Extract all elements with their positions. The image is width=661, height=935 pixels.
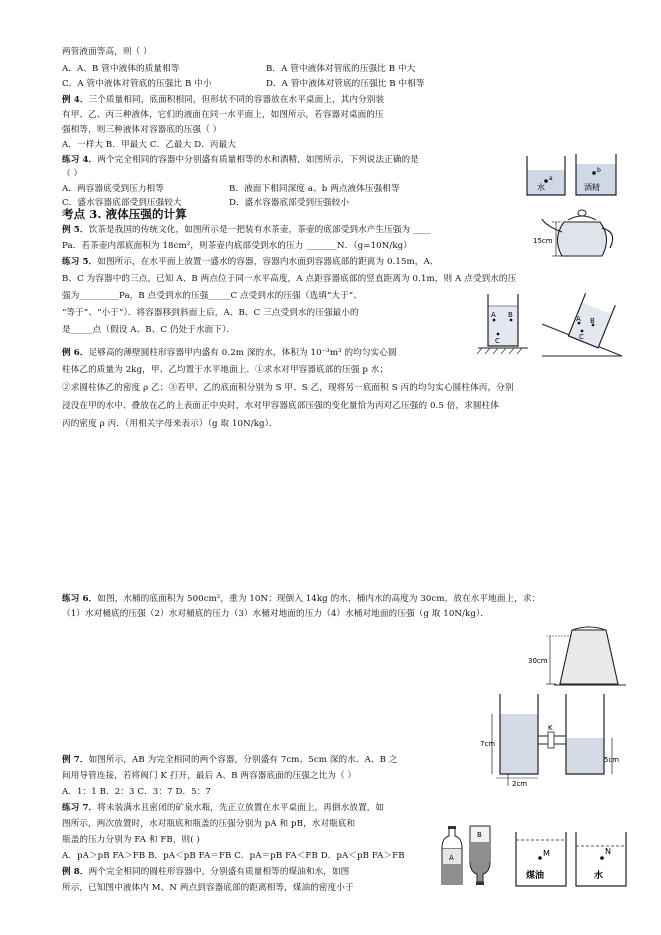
ex8-line-2: 所示，已知图中液体内 M、N 两点到容器底部的距离相等，煤油的密度小于 bbox=[62, 883, 354, 893]
bucket-figure bbox=[526, 622, 630, 692]
intro-option-c: C．A 管中液体对管底的压强比 B 中小 bbox=[62, 79, 212, 89]
pr5-line-3: 强为_________Pa，B 点受到水的压强_____C 点受到水的压强（选填“大于”、 bbox=[62, 291, 362, 301]
pr5-label: 练习 5． bbox=[62, 257, 98, 267]
ex4-options: A．一样大 B．甲最大 C．乙最大 D．丙最大 bbox=[62, 140, 236, 150]
pr6-line-1 bbox=[62, 593, 540, 605]
height-7cm-label: 7cm bbox=[480, 740, 496, 748]
pr5-line-1 bbox=[62, 256, 438, 268]
bottle-a-label: A bbox=[449, 854, 454, 862]
ex6-text-1: 足够高的薄壁圆柱形容器甲内盛有 0.2m 深的水，体积为 10⁻³m³ 的均匀实心圆 bbox=[88, 348, 397, 358]
water-alcohol-figure bbox=[524, 150, 622, 198]
ex7-options: A．1：1 B．2：3 C．3：7 D．5：7 bbox=[62, 787, 211, 797]
oil-water-figure bbox=[512, 828, 632, 890]
fig-water-label: 水 bbox=[537, 183, 545, 192]
pr5-text-1: 如图所示，在水平面上放置一盛水的容器，容器内水面到容器底部的距离为 0.15m，A、 bbox=[97, 257, 439, 267]
fig-point-a: a bbox=[549, 175, 553, 182]
ex7-text-1: 如图所示，AB 为完全相同的两个容器，分别盛有 7cm、5cm 深的水．A、B 之 bbox=[88, 755, 398, 765]
ex5-line-1 bbox=[62, 224, 431, 236]
ex4-text-1: 三个质量相同，底面积相同，但形状不同的容器放在水平桌面上，其内分别装 bbox=[88, 95, 385, 105]
intro-option-b: B．A 管中液体对管底的压强比 B 中大 bbox=[266, 64, 416, 74]
pr7-line-2: 图所示，两次放置时，水对瓶底和瓶盖的压强分别为 pA 和 pB，水对瓶底和 bbox=[62, 819, 356, 829]
pr7-text-1: 将未装满水且密闭的矿泉水瓶，先正立放置在水平桌面上，再倒水放置，如 bbox=[97, 803, 385, 813]
ex7-line-2: 间用导管连接，若将阀门 K 打开，最后 A、B 两容器底面的压强之比为（ ） bbox=[62, 771, 357, 781]
ex6-line-3: ②求圆柱体乙的密度 ρ 乙；③若甲、乙的底面积分别为 S 甲、S 乙，现将另一底面积 S 丙的均匀实心圆柱体丙，分别 bbox=[62, 383, 514, 393]
ex6-line-1 bbox=[62, 347, 397, 359]
ex6-line-4: 浸没在甲的水中、叠放在乙的上表面正中央时，水对甲容器底部压强的变化量恰为丙对乙压强的 0.5 倍，求圆柱体 bbox=[62, 401, 499, 411]
pr4-option-d: D．盛水容器底部受到压强较小 bbox=[229, 198, 350, 208]
ex6-line-5: 丙的密度 ρ 丙．（用相关字母来表示）（g 取 10N/kg）． bbox=[62, 419, 278, 429]
pr4-option-a: A．两容器底受到压力相等 bbox=[62, 184, 164, 194]
pr6-text-1: 如图，水桶的底面积为 500cm²，重为 10N；现倒入 14kg 的水，桶内水的高度为 30cm，放在水平地面上，求： bbox=[97, 594, 541, 604]
point-n-label: N bbox=[605, 847, 611, 856]
pr7-label: 练习 7． bbox=[62, 803, 98, 813]
intro-line-1: 两管液面等高，则（ ） bbox=[62, 47, 152, 57]
pr5-line-5: 是_____点（假设 A、B、C 仍处于水面下）． bbox=[62, 325, 236, 335]
teapot-figure bbox=[532, 206, 624, 262]
pr5-line-4: “等于”、“小于”）．将容器移到斜面上后，A、B、C 三点受到水的压强最小的 bbox=[62, 308, 359, 318]
fig-a-right: A bbox=[576, 315, 581, 323]
pr4-option-c: C．盛水容器底部受到压强较大 bbox=[62, 198, 182, 208]
intro-option-d: D．A 管中液体对管底的压强比 B 中相等 bbox=[266, 79, 425, 89]
teapot-height-label: 15cm bbox=[533, 237, 553, 245]
ex6-line-2: 柱体乙的质量为 2kg，甲、乙均置于水平地面上．①求水对甲容器底部的压强 p 水； bbox=[62, 365, 389, 375]
pr7-line-3: 瓶盖的压力分别为 FA 和 FB，则( ) bbox=[62, 835, 200, 845]
fig-a-left: A bbox=[491, 311, 496, 319]
ex7-line-1 bbox=[62, 754, 398, 766]
pr6-label: 练习 6． bbox=[62, 594, 98, 604]
ex6-label: 例 6． bbox=[62, 348, 89, 358]
point-m-label: M bbox=[543, 849, 550, 858]
oil-label: 煤油 bbox=[526, 871, 545, 881]
fig-b-left: B bbox=[508, 311, 513, 319]
pr4-option-b: B．液面下相同深度 a、b 两点液体压强相等 bbox=[229, 184, 400, 194]
ex8-line-1 bbox=[62, 866, 349, 878]
height-5cm-label: 5cm bbox=[604, 756, 620, 764]
pr7-options: A．pA＞pB FA＞FB B．pA＜pB FA＝FB C．pA＝pB FA＜FB D．pA＜pB FA＞FB bbox=[62, 851, 405, 861]
pr4-line-2: （ ） bbox=[62, 169, 83, 179]
fig-point-b: b bbox=[597, 167, 601, 174]
ex8-text-1: 两个完全相同的圆柱形容器中，分别盛有质量相等的煤油和水，如图 bbox=[88, 867, 350, 877]
fig-c-left: C bbox=[495, 337, 500, 345]
height-2cm-label: 2cm bbox=[512, 780, 528, 788]
pr7-line-1 bbox=[62, 802, 384, 814]
bucket-height-label: 30cm bbox=[528, 657, 548, 665]
container-slope-figure bbox=[476, 290, 626, 358]
ex4-line-2: 有甲、乙、丙三种液体，它们的液面在同一水平面上，如图所示，若容器对桌面的压 bbox=[62, 110, 384, 120]
section-title: 考点 3. 液体压强的计算 bbox=[62, 207, 187, 221]
ex5-label: 例 5． bbox=[62, 225, 89, 235]
ex8-label: 例 8． bbox=[62, 867, 89, 877]
bottle-b-label: B bbox=[477, 831, 482, 839]
pr4-line-1 bbox=[62, 154, 419, 166]
connected-containers-figure bbox=[478, 690, 628, 794]
ex5-text-1: 饮茶是我国的传统文化，如图所示是一把装有水茶壶，茶壶的底部受到水产生压强为 ____ bbox=[88, 225, 431, 235]
fig-alcohol-label: 酒精 bbox=[584, 183, 600, 192]
ex7-label: 例 7． bbox=[62, 755, 89, 765]
ex4-line-3: 强相等，则三种液体对容器底的压强（ ） bbox=[62, 125, 222, 135]
pr6-line-2: （1）水对桶底的压强（2）水对桶底的压力（3）水桶对地面的压力（4）水桶对地面的压强（g 取 10N/kg）． bbox=[62, 609, 490, 619]
valve-k-label: K bbox=[548, 724, 553, 732]
bottles-figure bbox=[436, 820, 496, 890]
intro-option-a: A．A、B 管中液体的质量相等 bbox=[62, 64, 180, 74]
ex5-line-2: Pa．若茶壶内部底面积为 18cm²，则茶壶内底部受到水的压力 _______N．（g=10N/kg） bbox=[62, 241, 412, 251]
ex4-label: 例 4． bbox=[62, 95, 89, 105]
fig-b-right: B bbox=[590, 317, 595, 325]
water-label: 水 bbox=[594, 871, 604, 881]
fig-c-right: C bbox=[579, 333, 584, 341]
pr5-line-2: B、C 为容器中的三点，已知 A、B 两点位于同一水平高度，A 点距容器底部的竖直距离为 0.1m，则 A 点受到水的压 bbox=[62, 274, 517, 284]
pr4-text-1: 两个完全相同的容器中分别盛有质量相等的水和酒精，如图所示，下列说法正确的是 bbox=[97, 155, 419, 165]
pr4-label: 练习 4． bbox=[62, 155, 98, 165]
ex4-line-1 bbox=[62, 94, 384, 106]
